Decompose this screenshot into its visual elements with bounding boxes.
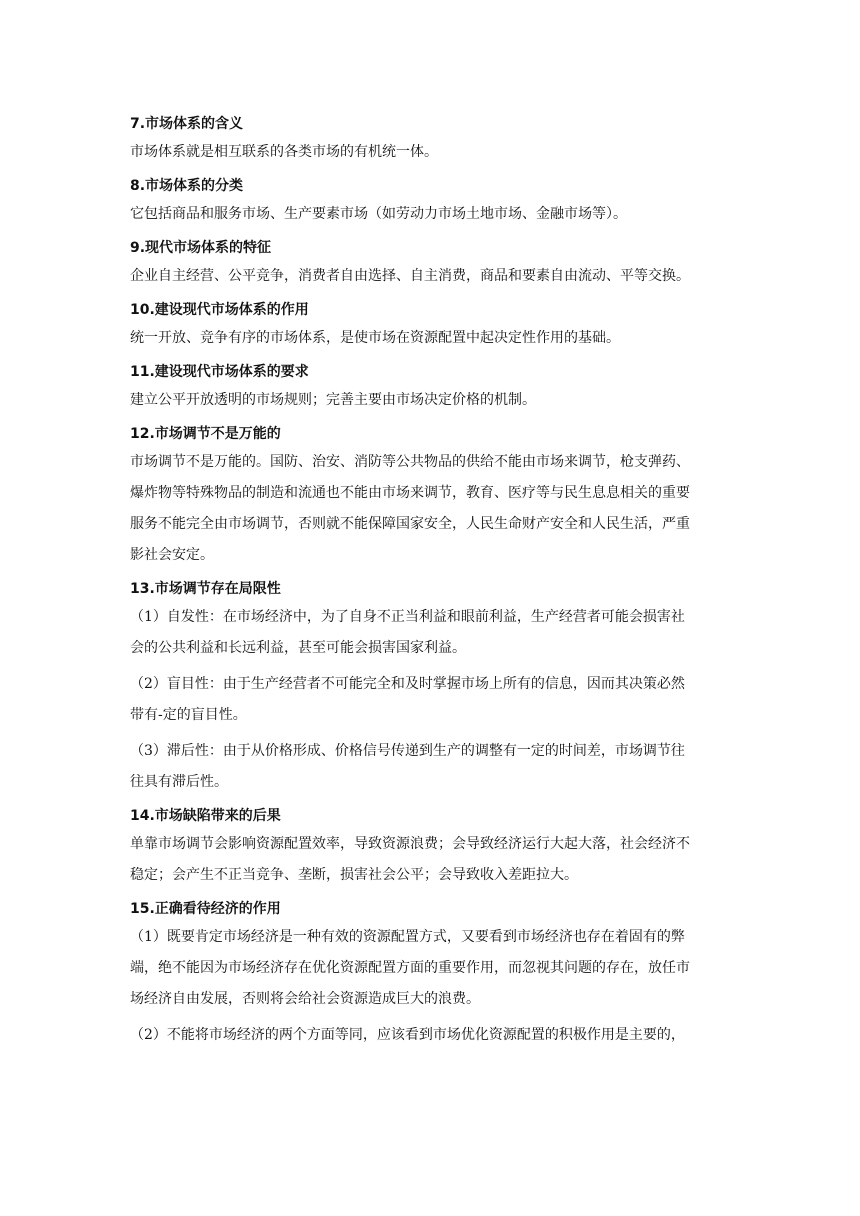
paragraph-line: 会的公共利益和长远利益，甚至可能会损害国家利益。 (130, 640, 466, 656)
paragraph-line: 它包括商品和服务市场、生产要素市场（如劳动力市场土地市场、金融市场等）。 (130, 206, 627, 222)
paragraph-line: 场经济自由发展，否则将会给社会资源造成巨大的浪费。 (130, 991, 480, 1007)
paragraph-line: 单靠市场调节会影响资源配置效率，导致资源浪费；会导致经济运行大起大落，社会经济不 (130, 836, 690, 852)
body-paragraph (130, 258, 730, 294)
paragraph-line: 市场调节不是万能的。国防、治安、消防等公共物品的供给不能由市场来调节，枪支弹药、 (130, 454, 690, 470)
paragraph-line: 带有-定的盲目性。 (130, 707, 247, 723)
paragraph-line: （2）不能将市场经济的两个方面等同，应该看到市场优化资源配置的积极作用是主要的， (130, 1027, 685, 1043)
paragraph-line: （3）滞后性：由于从价格形成、价格信号传递到生产的调整有一定的时间差，市场调节往 (130, 743, 685, 759)
paragraph-line: 企业自主经营、公平竞争，消费者自由选择、自主消费，商品和要素自由流动、平等交换。 (130, 268, 690, 284)
body-paragraph (130, 444, 730, 573)
section-heading: 7.市场体系的含义 (130, 116, 244, 132)
paragraph-line: 稳定；会产生不正当竞争、垄断，损害社会公平；会导致收入差距拉大。 (130, 867, 578, 883)
body-paragraph (130, 382, 730, 418)
paragraph-line: 爆炸物等特殊物品的制造和流通也不能由市场来调节，教育、医疗等与民生息息相关的重要 (130, 485, 690, 501)
body-paragraph (130, 1017, 730, 1053)
body-paragraph (130, 733, 730, 800)
paragraph-line: 服务不能完全由市场调节，否则就不能保障国家安全，人民生命财产安全和人民生活，严重 (130, 516, 690, 532)
body-paragraph (130, 919, 730, 1017)
paragraph-line: 端，绝不能因为市场经济存在优化资源配置方面的重要作用，而忽视其问题的存在，放任市 (130, 960, 690, 976)
body-paragraph (130, 666, 730, 733)
paragraph-line: 统一开放、竞争有序的市场体系，是使市场在资源配置中起决定性作用的基础。 (130, 330, 620, 346)
section-heading: 9.现代市场体系的特征 (130, 240, 272, 256)
paragraph-line: 建立公平开放透明的市场规则；完善主要由市场决定价格的机制。 (130, 392, 536, 408)
body-paragraph (130, 134, 730, 170)
section-heading: 8.市场体系的分类 (130, 178, 244, 194)
section-heading: 15.正确看待经济的作用 (130, 901, 281, 917)
paragraph-line: （2）盲目性：由于生产经营者不可能完全和及时掌握市场上所有的信息，因而其决策必然 (130, 676, 685, 692)
document-page (130, 108, 730, 1053)
paragraph-line: （1）自发性：在市场经济中，为了自身不正当利益和眼前利益，生产经营者可能会损害社 (130, 609, 685, 625)
section-heading: 11.建设现代市场体系的要求 (130, 364, 309, 380)
paragraph-line: 影社会安定。 (130, 547, 214, 563)
paragraph-line: （1）既要肯定市场经济是一种有效的资源配置方式，又要看到市场经济也存在着固有的弊 (130, 929, 685, 945)
section-heading: 14.市场缺陷带来的后果 (130, 808, 281, 824)
paragraph-line: 往具有滞后性。 (130, 774, 228, 790)
body-paragraph (130, 599, 730, 666)
body-paragraph (130, 826, 730, 893)
paragraph-line: 市场体系就是相互联系的各类市场的有机统一体。 (130, 144, 438, 160)
body-paragraph (130, 320, 730, 356)
section-heading: 12.市场调节不是万能的 (130, 426, 281, 442)
body-paragraph (130, 196, 730, 232)
section-heading: 10.建设现代市场体系的作用 (130, 302, 309, 318)
section-heading: 13.市场调节存在局限性 (130, 581, 281, 597)
